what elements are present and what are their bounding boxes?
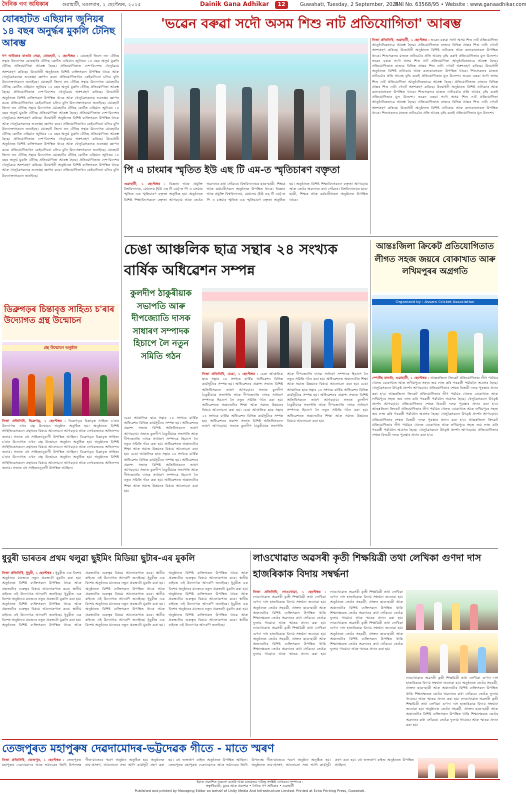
literature-headline-box <box>2 304 119 340</box>
tennis-body-box <box>2 54 119 302</box>
cricket-body <box>372 376 498 438</box>
photo-person <box>12 378 19 416</box>
literature-photo <box>2 342 119 416</box>
paper-logo: দৈনিক গণ অধিকাৰ <box>2 1 49 8</box>
farewell-body <box>253 590 403 658</box>
dhubri-headline-box <box>2 551 248 569</box>
photo-person <box>190 88 200 160</box>
shishu-body <box>372 38 498 116</box>
photo-person <box>214 322 223 368</box>
memorial-body <box>124 182 368 203</box>
photo-person <box>28 374 35 416</box>
photo-person <box>420 329 429 373</box>
farewell-body-box-right <box>406 676 498 737</box>
memorial-headline-box <box>124 162 368 180</box>
column-rule <box>370 240 371 546</box>
union-body-box-left <box>124 416 198 546</box>
farewell-photo-2 <box>406 633 498 673</box>
memorial-dateline: গুৱাহাটী, ১ ছেপ্টেম্বৰ : <box>124 182 166 186</box>
photo-person <box>468 764 475 778</box>
photo-person <box>324 319 333 368</box>
column-rule <box>250 551 251 737</box>
photo-person <box>460 645 468 673</box>
union-headline: চেঙা আঞ্চলিক ছাত্ৰ সন্থাৰ ২৪ সংখ্যক বাৰ্ষিক অধিৱেশন সম্পন্ন <box>124 242 338 279</box>
paper-name: Dainik Gana Adhikar <box>200 1 270 8</box>
shishu-text: ভৱেন বৰুৱা সদৌ অসম শিশু নাট প্ৰতিযোগিতা আনুষ্ঠানিকভাৱে আৰম্ভ হৈছে। প্ৰতিযোগিতাত ৰাজ্যৰ বিভিন্ন প্ৰান্তৰ শিশু নাট্য গোটে অংশগ্ৰহণ কৰিছে। উদ্বোধনী অনুষ্ঠানত বিশিষ্ট নাট্যকাৰ আৰু কলাকাৰসকল উপস্থিত থাকে। শিশুসকলৰ মাজত নাট্যচৰ্চাৰ প্ৰতি আগ্ৰহ বৃদ্ধি কৰাই প্ৰতিযোগিতাৰ মূল উদ্দেশ্য। <box>372 38 498 58</box>
tennis-dateline: গণ অধিকাৰ বাতৰি সেৱা, যোৰহাট, ১ ছেপ্টেম্বৰ : <box>2 54 79 58</box>
farewell-body-box <box>253 590 403 737</box>
dhubri-text-cont2: ধুবুৰীত এক বিশেষ অনুষ্ঠানৰ মাজেৰে নতুন প্ৰকল্পটো মুকলি কৰা হয়। অনুষ্ঠানত বিশিষ্ট ব্যক্তিসকল উপস্থিত থাকে আৰু প্ৰকল্পটোৰ গুৰুত্বৰ বিষয়ে আলোকপাত কৰে। স্থানীয় ৰাইজে এই উদ্যোগক আদৰণি জনাইছে। <box>2 571 165 628</box>
cricket-photo <box>372 295 498 373</box>
tezpur-headline-box <box>2 741 498 757</box>
website-line: RNI No. 63568/95 • Website : www.ganaadhikar.com <box>395 2 526 8</box>
date-assamese: গুৱাহাটী, মঙলবাৰ, ২ ছেপ্টেম্বৰ, ২০২৫ <box>62 2 142 8</box>
memorial-text: বিজ্ঞান আৰু প্ৰযুক্তি বিশ্ববিদ্যালয়, মেঘালয় (ইউ এছ টি এম)-ত পি এ চাংমাৰ স্মৃতিত এক স্মৃতিচাৰণ বক্তৃতা অনুষ্ঠিত হয়। অনুষ্ঠানত বিশিষ্ট শিক্ষাবিদসকলে বক্তৃতা আগবঢ়ায় আৰু তেওঁৰ অৱদানৰ কথা সোঁৱৰে। বিশ্ববিদ্যালয়ৰ ছাত্ৰ-ছাত্ৰী, শিক্ষক আৰু কৰ্মচাৰীসকল অনুষ্ঠানত উপস্থিত থাকে। <box>124 182 286 202</box>
section-rule <box>124 236 498 237</box>
masthead <box>0 0 526 11</box>
footer-line-3: Published and printed by Managing Editor on behalf of Unity Media And Infrastructure Limited. Printed at Echo Printing Press, Guwahati. <box>134 788 366 793</box>
dhubri-text-cont7: ধুবুৰীত এক বিশেষ অনুষ্ঠানৰ মাজেৰে নতুন প্ৰকল্পটো মুকলি কৰা হয়। অনুষ্ঠানত বিশিষ্ট ব্যক্তিসকল উপস্থিত থাকে আৰু প্ৰকল্পটোৰ গুৰুত্বৰ বিষয়ে আলোকপাত কৰে। স্থানীয় ৰাইজে এই উদ্যোগক আদৰণি জনাইছে। <box>168 602 248 628</box>
dhubri-text-cont5: ধুবুৰীত এক বিশেষ অনুষ্ঠানৰ মাজেৰে নতুন প্ৰকল্পটো মুকলি কৰা হয়। অনুষ্ঠানত বিশিষ্ট ব্যক্তিসকল উপস্থিত থাকে আৰু প্ৰকল্পটোৰ গুৰুত্বৰ বিষয়ে আলোকপাত কৰে। স্থানীয় ৰাইজে এই উদ্যোগক আদৰণি জনাইছে। <box>85 571 248 628</box>
page-footer <box>0 779 500 794</box>
literature-body <box>2 419 119 471</box>
tennis-text-cont2: যোৰহাট জিলা লন টেনিছ সন্থাৰ উদ্যোগত যোৰহাটৰ টেনিছ কোৰ্টত এছিয়ান জুনিয়ৰ ১৪ বছৰ অনুৰ্দ্ধ মুকলি টেনিছ প্ৰতিযোগিতা আৰম্ভ হৈছে। প্ৰতিযোগিতাত দেশ-বিদেশৰ খেলুৱৈয়ে অংশগ্ৰহণ কৰিছে। উদ্বোধনী অনুষ্ঠানত বিশিষ্ট ব্যক্তিসকল উপস্থিত থাকে আৰু খেলুৱৈসকলক শুভেচ্ছা জ্ঞাপন কৰে। প্ৰতিযোগিতাখন কেইবাদিনো চলিব বুলি উদ্যোক্তাসকলে জনাইছে। <box>2 100 119 131</box>
union-text: চেঙা আঞ্চলিক ছাত্ৰ সন্থাৰ ২৪ সংখ্যক বাৰ্ষিক অধিৱেশন বিভিন্ন কাৰ্যসূচীৰে সম্পন্ন হয়। অধিৱেশনৰ প্ৰকাশ্য সভাত বিশিষ্ট অতিথিসকলে ভাষণ আগবঢ়ায়। সভাত কুলদীপ ঠাকুৰীয়াক সভাপতি আৰু দীপজ্যোতি দাসক সাধাৰণ সম্পাদক হিচাপে লৈ নতুন সমিতি গঠন কৰা হয়। অধিৱেশনত অঞ্চলটোৰ শিক্ষা আৰু সমাজ উন্নয়নৰ বিষয়ে আলোচনা কৰা হয়। <box>202 372 283 413</box>
union-body-left <box>124 416 198 494</box>
photo-person <box>392 333 401 373</box>
footer-line-2: স্বত্বাধিকাৰী, মুদ্ৰক আৰু প্ৰকাশক • দৈনিক গণ অধিকাৰ • গুৱাহাটী <box>205 784 295 789</box>
memorial-body-box <box>124 182 368 234</box>
photo-person <box>138 90 148 160</box>
shishu-headline: 'ভৱেন বৰুৱা সদৌ অসম শিশু নাট প্ৰতিযোগিতা' আৰম্ভ <box>160 16 462 32</box>
page-number-badge: 12 <box>275 1 288 9</box>
farewell-dateline: নিজা প্ৰতিনিধি, লাওখোৱা, ১ ছেপ্টেম্বৰ : <box>253 590 326 594</box>
memorial-headline: পি এ চাংমাৰ স্মৃতিত ইউ এছ টি এম-ত স্মৃতিচাৰণ বক্তৃতা <box>124 165 340 176</box>
photo-person <box>320 86 330 160</box>
tezpur-body <box>2 758 414 768</box>
photo-person <box>474 333 483 373</box>
literature-headline: ডিব্ৰুগড়ৰ চিন্তাবৃত্ত সাহিত্য চ'ৰাৰ উদ্যোগত গ্ৰন্থ উন্মোচন <box>4 305 115 326</box>
photo-person <box>470 604 478 630</box>
dhubri-text-cont4: ধুবুৰীত এক বিশেষ অনুষ্ঠানৰ মাজেৰে নতুন প্ৰকল্পটো মুকলি কৰা হয়। অনুষ্ঠানত বিশিষ্ট ব্যক্তিসকল উপস্থিত থাকে আৰু প্ৰকল্পটোৰ গুৰুত্বৰ বিষয়ে আলোকপাত কৰে। স্থানীয় ৰাইজে এই উদ্যোগক আদৰণি জনাইছে। <box>85 597 165 622</box>
tennis-text-cont3: যোৰহাট জিলা লন টেনিছ সন্থাৰ উদ্যোগত যোৰহাটৰ টেনিছ কোৰ্টত এছিয়ান জুনিয়ৰ ১৪ বছৰ অনুৰ্দ্ধ মুকলি টেনিছ প্ৰতিযোগিতা আৰম্ভ হৈছে। প্ৰতিযোগিতাত দেশ-বিদেশৰ খেলুৱৈয়ে অংশগ্ৰহণ কৰিছে। উদ্বোধনী অনুষ্ঠানত বিশিষ্ট ব্যক্তিসকল উপস্থিত থাকে আৰু খেলুৱৈসকলক শুভেচ্ছা জ্ঞাপন কৰে। প্ৰতিযোগিতাখন কেইবাদিনো চলিব বুলি উদ্যোক্তাসকলে জনাইছে। <box>2 126 119 152</box>
photo-person <box>164 86 174 160</box>
photo-person <box>440 644 448 673</box>
column-rule <box>370 38 371 234</box>
literature-dateline: নিজা প্ৰতিনিধি, ডিব্ৰুগড়, ১ ছেপ্টেম্বৰ : <box>2 419 66 423</box>
tezpur-body-box <box>2 758 414 778</box>
farewell-text-right-cont: লাওখোৱাত অৱসৰী কৃতী শিক্ষয়িত্ৰী তথা লেখিকা গুণদা দাস হাজৰিকাক বিদায় সম্বৰ্দ্ধনা জনোৱা হয়। অনুষ্ঠানত তেওঁৰ সহকৰ্মী, প্ৰাক্তন ছাত্ৰ-ছাত্ৰী আৰু অঞ্চলটোৰ বিশিষ্ট ব্যক্তিসকল উপস্থিত থাকি শিক্ষাক্ষেত্ৰত তেওঁৰ অৱদানৰ কথা সোঁৱৰে। তেওঁক ফুলাম গামোচা আৰু স্মাৰক প্ৰদান কৰা হয়। <box>406 696 498 727</box>
cricket-headline-box <box>372 240 498 292</box>
tennis-text: যোৰহাট জিলা লন টেনিছ সন্থাৰ উদ্যোগত যোৰহাটৰ টেনিছ কোৰ্টত এছিয়ান জুনিয়ৰ ১৪ বছৰ অনুৰ্দ্ধ মুকলি টেনিছ প্ৰতিযোগিতা আৰম্ভ হৈছে। প্ৰতিযোগিতাত দেশ-বিদেশৰ খেলুৱৈয়ে অংশগ্ৰহণ কৰিছে। উদ্বোধনী অনুষ্ঠানত বিশিষ্ট ব্যক্তিসকল উপস্থিত থাকে আৰু খেলুৱৈসকলক শুভেচ্ছা জ্ঞাপন কৰে। প্ৰতিযোগিতাখন কেইবাদিনো চলিব বুলি উদ্যোক্তাসকলে জনাইছে। <box>2 54 119 85</box>
section-rule <box>2 548 498 549</box>
dhubri-headline: ধুবুৰী ভাৰতৰ প্ৰথম থলুৱা ছুইমিং মিডিয়া ছুটাৰ-এৰ মুকলি <box>2 554 195 564</box>
footer-line-1: ইয়াত প্ৰকাশিত সকলো বাতৰি আৰু মতামতৰ দায়িত্ব সংশ্লিষ্ট লেখকৰ। সম্পাদক : <box>196 780 304 784</box>
tennis-text-cont: যোৰহাট জিলা লন টেনিছ সন্থাৰ উদ্যোগত যোৰহাটৰ টেনিছ কোৰ্টত এছিয়ান জুনিয়ৰ ১৪ বছৰ অনুৰ্দ্ধ মুকলি টেনিছ প্ৰতিযোগিতা আৰম্ভ হৈছে। প্ৰতিযোগিতাত দেশ-বিদেশৰ খেলুৱৈয়ে অংশগ্ৰহণ কৰিছে। উদ্বোধনী অনুষ্ঠানত বিশিষ্ট ব্যক্তিসকল উপস্থিত থাকে আৰু খেলুৱৈসকলক শুভেচ্ছা জ্ঞাপন কৰে। প্ৰতিযোগিতাখন কেইবাদিনো চলিব বুলি উদ্যোক্তাসকলে জনাইছে। <box>2 80 119 105</box>
shishu-photo <box>124 38 368 160</box>
cricket-photo-banner: Organized by : Assam Cricket Association <box>372 299 498 305</box>
union-text-left-cont: চেঙা আঞ্চলিক ছাত্ৰ সন্থাৰ ২৪ সংখ্যক বাৰ্ষিক অধিৱেশন বিভিন্ন কাৰ্যসূচীৰে সম্পন্ন হয়। অধিৱেশনৰ প্ৰকাশ্য সভাত বিশিষ্ট অতিথিসকলে ভাষণ আগবঢ়ায়। সভাত কুলদীপ ঠাকুৰীয়াক সভাপতি আৰু দীপজ্যোতি দাসক সাধাৰণ সম্পাদক হিচাপে লৈ নতুন সমিতি গঠন কৰা হয়। অধিৱেশনত অঞ্চলটোৰ শিক্ষা আৰু সমাজ উন্নয়নৰ বিষয়ে আলোচনা কৰা হয়। <box>124 452 198 493</box>
photo-person <box>294 89 304 160</box>
farewell-headline: লাওখোৱাত অৱসৰী কৃতী শিক্ষয়িত্ৰী তথা লেখিকা গুণদা দাস হাজৰিকাক বিদায় সম্বৰ্দ্ধনা <box>253 553 482 580</box>
shishu-headline-box <box>124 14 498 36</box>
section-rule <box>2 739 498 740</box>
farewell-text-cont2: লাওখোৱাত অৱসৰী কৃতী শিক্ষয়িত্ৰী তথা লেখিকা গুণদা দাস হাজৰিকাক বিদায় সম্বৰ্দ্ধনা জনোৱা হয়। অনুষ্ঠানত তেওঁৰ সহকৰ্মী, প্ৰাক্তন ছাত্ৰ-ছাত্ৰী আৰু অঞ্চলটোৰ বিশিষ্ট ব্যক্তিসকল উপস্থিত থাকি শিক্ষাক্ষেত্ৰত তেওঁৰ অৱদানৰ কথা সোঁৱৰে। তেওঁক ফুলাম গামোচা আৰু স্মাৰক প্ৰদান কৰা হয়। <box>330 590 403 621</box>
photo-person <box>280 316 289 368</box>
literature-text: ডিব্ৰুগড়ৰ চিন্তাবৃত্ত সাহিত্য চ'ৰাৰ উদ্যোগত এখন গ্ৰন্থ উন্মোচন অনুষ্ঠান অনুষ্ঠিত হয়। অনুষ্ঠানত বিশিষ্ট সাহিত্যিকসকলে গ্ৰন্থখনৰ বিষয়ে আলোচনা আগবঢ়ায় আৰু লেখকজনক অভিনন্দন জনায়। সভাত বহু সাহিত্যানুৰাগী উপস্থিত আছিল। <box>2 419 119 439</box>
photo-person <box>346 90 356 160</box>
union-text-left: চেঙা আঞ্চলিক ছাত্ৰ সন্থাৰ ২৪ সংখ্যক বাৰ্ষিক অধিৱেশন বিভিন্ন কাৰ্যসূচীৰে সম্পন্ন হয়। অধিৱেশনৰ প্ৰকাশ্য সভাত বিশিষ্ট অতিথিসকলে ভাষণ আগবঢ়ায়। সভাত কুলদীপ ঠাকুৰীয়াক সভাপতি আৰু দীপজ্যোতি দাসক সাধাৰণ সম্পাদক হিচাপে লৈ নতুন সমিতি গঠন কৰা হয়। অধিৱেশনত অঞ্চলটোৰ শিক্ষা আৰু সমাজ উন্নয়নৰ বিষয়ে আলোচনা কৰা হয়। <box>124 416 198 457</box>
tennis-text-cont4: যোৰহাট জিলা লন টেনিছ সন্থাৰ উদ্যোগত যোৰহাটৰ টেনিছ কোৰ্টত এছিয়ান জুনিয়ৰ ১৪ বছৰ অনুৰ্দ্ধ মুকলি টেনিছ প্ৰতিযোগিতা আৰম্ভ হৈছে। প্ৰতিযোগিতাত দেশ-বিদেশৰ খেলুৱৈয়ে অংশগ্ৰহণ কৰিছে। উদ্বোধনী অনুষ্ঠানত বিশিষ্ট ব্যক্তিসকল উপস্থিত থাকে আৰু খেলুৱৈসকলক শুভেচ্ছা জ্ঞাপন কৰে। প্ৰতিযোগিতাখন কেইবাদিনো চলিব বুলি উদ্যোক্তাসকলে জনাইছে। <box>2 147 119 178</box>
tezpur-dateline: নিজা প্ৰতিনিধি, তেজপুৰ, ১ ছেপ্টেম্বৰ : <box>2 758 65 762</box>
dhubri-body-box <box>2 571 248 737</box>
farewell-photo-1 <box>406 590 498 630</box>
shishu-text-cont: ভৱেন বৰুৱা সদৌ অসম শিশু নাট প্ৰতিযোগিতা আনুষ্ঠানিকভাৱে আৰম্ভ হৈছে। প্ৰতিযোগিতাত ৰাজ্যৰ বিভিন্ন প্ৰান্তৰ শিশু নাট্য গোটে অংশগ্ৰহণ কৰিছে। উদ্বোধনী অনুষ্ঠানত বিশিষ্ট নাট্যকাৰ আৰু কলাকাৰসকল উপস্থিত থাকে। শিশুসকলৰ মাজত নাট্যচৰ্চাৰ প্ৰতি আগ্ৰহ বৃদ্ধি কৰাই প্ৰতিযোগিতাৰ মূল উদ্দেশ্য। <box>372 58 498 79</box>
tezpur-text-cont: তেজপুৰত মহাপুৰুষ দেৱদামোদৰ আৰু ভট্টদেৱৰ তিথি উপলক্ষে গীত-মাতেৰে স্মৰণ অনুষ্ঠান অনুষ্ঠিত হয়। অনুষ্ঠানত নাম-প্ৰসংগ, আলোচনা সভা আদি কাৰ্যসূচী গ্ৰহণ কৰা হয়। বহু ভক্তপ্ৰাণ ৰাইজ অনুষ্ঠানত উপস্থিত আছিল। <box>168 758 414 768</box>
shishu-text-cont2: ভৱেন বৰুৱা সদৌ অসম শিশু নাট প্ৰতিযোগিতা আনুষ্ঠানিকভাৱে আৰম্ভ হৈছে। প্ৰতিযোগিতাত ৰাজ্যৰ বিভিন্ন প্ৰান্তৰ শিশু নাট্য গোটে অংশগ্ৰহণ কৰিছে। উদ্বোধনী অনুষ্ঠানত বিশিষ্ট নাট্যকাৰ আৰু কলাকাৰসকল উপস্থিত থাকে। শিশুসকলৰ মাজত নাট্যচৰ্চাৰ প্ৰতি আগ্ৰহ বৃদ্ধি কৰাই প্ৰতিযোগিতাৰ মূল উদ্দেশ্য। <box>372 74 498 100</box>
tezpur-photo <box>418 758 498 778</box>
shishu-body-box <box>372 38 498 234</box>
tennis-body <box>2 54 119 179</box>
union-text-cont2: চেঙা আঞ্চলিক ছাত্ৰ সন্থাৰ ২৪ সংখ্যক বাৰ্ষিক অধিৱেশন বিভিন্ন কাৰ্যসূচীৰে সম্পন্ন হয়। অধিৱেশনৰ প্ৰকাশ্য সভাত বিশিষ্ট অতিথিসকলে ভাষণ আগবঢ়ায়। সভাত কুলদীপ ঠাকুৰীয়াক সভাপতি আৰু দীপজ্যোতি দাসক সাধাৰণ সম্পাদক হিচাপে লৈ নতুন সমিতি গঠন কৰা হয়। অধিৱেশনত অঞ্চলটোৰ শিক্ষা আৰু সমাজ উন্নয়নৰ বিষয়ে আলোচনা কৰা হয়। <box>287 382 368 423</box>
union-headline-box <box>124 240 368 284</box>
literature-body-box <box>2 419 119 545</box>
cricket-text-cont: আন্তঃজিলা ক্ৰিকেট প্ৰতিযোগিতাৰ লীগ পৰ্যায়ৰ খেলত বোকাখাত আৰু লখিমপুৰে সহজ জয় লাভ কৰি পৰৱৰ্তী পৰ্যায়লৈ অগ্ৰসৰ হৈছে। খেলুৱৈসকলে উৎকৃষ্ট প্ৰদৰ্শন আগবঢ়ায়। প্ৰতিযোগিতাৰ শেষত বিজয়ী দলক পুৰস্কাৰ প্ৰদান কৰা হ'ব। <box>372 391 498 407</box>
photo-person <box>448 331 457 373</box>
dhubri-body <box>2 571 248 628</box>
shishu-dateline: নিজা প্ৰতিনিধি, গুৱাহাটী, ১ ছেপ্টেম্বৰ : <box>372 38 430 42</box>
column-rule <box>121 13 122 546</box>
photo-person <box>302 321 311 368</box>
farewell-text-cont: লাওখোৱাত অৱসৰী কৃতী শিক্ষয়িত্ৰী তথা লেখিকা গুণদা দাস হাজৰিকাক বিদায় সম্বৰ্দ্ধনা জনোৱা হয়। অনুষ্ঠানত তেওঁৰ সহকৰ্মী, প্ৰাক্তন ছাত্ৰ-ছাত্ৰী আৰু অঞ্চলটোৰ বিশিষ্ট ব্যক্তিসকল উপস্থিত থাকি শিক্ষাক্ষেত্ৰত তেওঁৰ অৱদানৰ কথা সোঁৱৰে। তেওঁক ফুলাম গামোচা আৰু স্মাৰক প্ৰদান কৰা হয়। <box>253 626 326 657</box>
photo-stage-banner <box>202 292 368 301</box>
cricket-headline: আন্তঃজিলা ক্ৰিকেট প্ৰতিযোগিতাত লীগত সহজ জয়ৰে বোকাখাত আৰু লখিমপুৰৰ অগ্ৰগতি <box>374 242 496 277</box>
photo-person <box>258 320 267 368</box>
union-subhead-box <box>124 288 198 412</box>
cricket-text-cont3: আন্তঃজিলা ক্ৰিকেট প্ৰতিযোগিতাৰ লীগ পৰ্যায়ৰ খেলত বোকাখাত আৰু লখিমপুৰে সহজ জয় লাভ কৰি পৰৱৰ্তী পৰ্যায়লৈ অগ্ৰসৰ হৈছে। খেলুৱৈসকলে উৎকৃষ্ট প্ৰদৰ্শন আগবঢ়ায়। প্ৰতিযোগিতাৰ শেষত বিজয়ী দলক পুৰস্কাৰ প্ৰদান কৰা হ'ব। <box>372 417 498 438</box>
photo-person <box>428 764 435 778</box>
photo-person <box>236 318 245 368</box>
union-photo <box>202 288 368 368</box>
farewell-text: লাওখোৱাত অৱসৰী কৃতী শিক্ষয়িত্ৰী তথা লেখিকা গুণদা দাস হাজৰিকাক বিদায় সম্বৰ্দ্ধনা জনোৱা হয়। অনুষ্ঠানত তেওঁৰ সহকৰ্মী, প্ৰাক্তন ছাত্ৰ-ছাত্ৰী আৰু অঞ্চলটোৰ বিশিষ্ট ব্যক্তিসকল উপস্থিত থাকি শিক্ষাক্ষেত্ৰত তেওঁৰ অৱদানৰ কথা সোঁৱৰে। তেওঁক ফুলাম গামোচা আৰু স্মাৰক প্ৰদান কৰা হয়। <box>253 595 326 626</box>
farewell-text-right: লাওখোৱাত অৱসৰী কৃতী শিক্ষয়িত্ৰী তথা লেখিকা গুণদা দাস হাজৰিকাক বিদায় সম্বৰ্দ্ধনা জনোৱা হয়। অনুষ্ঠানত তেওঁৰ সহকৰ্মী, প্ৰাক্তন ছাত্ৰ-ছাত্ৰী আৰু অঞ্চলটোৰ বিশিষ্ট ব্যক্তিসকল উপস্থিত থাকি শিক্ষাক্ষেত্ৰত তেওঁৰ অৱদানৰ কথা সোঁৱৰে। তেওঁক ফুলাম গামোচা আৰু স্মাৰক প্ৰদান কৰা হয়। <box>406 676 498 701</box>
date-english: Guwahati, Tuesday, 2 September, 2025 <box>300 2 399 8</box>
photo-person <box>420 646 428 673</box>
dhubri-dateline: নিজা প্ৰতিনিধি, ধুবুৰী, ১ ছেপ্টেম্বৰ : <box>2 571 55 575</box>
photo-person <box>100 375 107 416</box>
union-text-cont: চেঙা আঞ্চলিক ছাত্ৰ সন্থাৰ ২৪ সংখ্যক বাৰ্ষিক অধিৱেশন বিভিন্ন কাৰ্যসূচীৰে সম্পন্ন হয়। অধিৱেশনৰ প্ৰকাশ্য সভাত বিশিষ্ট অতিথিসকলে ভাষণ আগবঢ়ায়। সভাত কুলদীপ ঠাকুৰীয়াক সভাপতি আৰু দীপজ্যোতি দাসক সাধাৰণ সম্পাদক হিচাপে লৈ নতুন সমিতি গঠন কৰা হয়। অধিৱেশনত অঞ্চলটোৰ শিক্ষা আৰু সমাজ উন্নয়নৰ বিষয়ে আলোচনা কৰা হয়। <box>202 372 368 429</box>
tennis-headline-box <box>2 14 119 52</box>
literature-photo-banner: গ্ৰন্থ উন্মোচন অনুষ্ঠান <box>2 345 119 351</box>
memorial-text-cont: বিজ্ঞান আৰু প্ৰযুক্তি বিশ্ববিদ্যালয়, মেঘালয় (ইউ এছ টি এম)-ত পি এ চাংমাৰ স্মৃতিত এক স্মৃতিচাৰণ বক্তৃতা অনুষ্ঠিত হয়। অনুষ্ঠানত বিশিষ্ট শিক্ষাবিদসকলে বক্তৃতা আগবঢ়ায় আৰু তেওঁৰ অৱদানৰ কথা সোঁৱৰে। বিশ্ববিদ্যালয়ৰ ছাত্ৰ-ছাত্ৰী, শিক্ষক আৰু কৰ্মচাৰীসকল অনুষ্ঠানত উপস্থিত থাকে। <box>206 182 368 202</box>
photo-person <box>448 763 455 778</box>
union-subhead: কুলদীপ ঠাকুৰীয়াক সভাপতি আৰু দীপজ্যোতি দাসক সাধাৰণ সম্পাদক হিচাপে লৈ নতুন সমিতি গঠন <box>130 289 192 362</box>
farewell-headline-box <box>253 551 498 587</box>
cricket-dateline: স্পোৰ্টছ বাতৰি, গুৱাহাটী, ১ ছেপ্টেম্বৰ : <box>372 376 430 380</box>
photo-person <box>242 87 252 160</box>
cricket-text: আন্তঃজিলা ক্ৰিকেট প্ৰতিযোগিতাৰ লীগ পৰ্যায়ৰ খেলত বোকাখাত আৰু লখিমপুৰে সহজ জয় লাভ কৰি পৰৱৰ্তী পৰ্যায়লৈ অগ্ৰসৰ হৈছে। খেলুৱৈসকলে উৎকৃষ্ট প্ৰদৰ্শন আগবঢ়ায়। প্ৰতিযোগিতাৰ শেষত বিজয়ী দলক পুৰস্কাৰ প্ৰদান কৰা হ'ব। <box>372 376 498 396</box>
photo-person <box>46 376 53 416</box>
dhubri-text-cont3: ধুবুৰীত এক বিশেষ অনুষ্ঠানৰ মাজেৰে নতুন প্ৰকল্পটো মুকলি কৰা হয়। অনুষ্ঠানত বিশিষ্ট ব্যক্তিসকল উপস্থিত থাকে আৰু প্ৰকল্পটোৰ গুৰুত্বৰ বিষয়ে আলোকপাত কৰে। স্থানীয় ৰাইজে এই উদ্যোগক আদৰণি জনাইছে। <box>85 576 165 602</box>
photo-person <box>268 85 278 160</box>
photo-person <box>434 602 442 630</box>
cricket-body-box <box>372 376 498 546</box>
dhubri-text-cont: ধুবুৰীত এক বিশেষ অনুষ্ঠানৰ মাজেৰে নতুন প্ৰকল্পটো মুকলি কৰা হয়। অনুষ্ঠানত বিশিষ্ট ব্যক্তিসকল উপস্থিত থাকে আৰু প্ৰকল্পটোৰ গুৰুত্বৰ বিষয়ে আলোকপাত কৰে। স্থানীয় ৰাইজে এই উদ্যোগক আদৰণি জনাইছে। <box>2 591 82 617</box>
photo-person <box>346 323 355 368</box>
photo-person <box>416 604 424 630</box>
farewell-text-cont3: লাওখোৱাত অৱসৰী কৃতী শিক্ষয়িত্ৰী তথা লেখিকা গুণদা দাস হাজৰিকাক বিদায় সম্বৰ্দ্ধনা জনোৱা হয়। অনুষ্ঠানত তেওঁৰ সহকৰ্মী, প্ৰাক্তন ছাত্ৰ-ছাত্ৰী আৰু অঞ্চলটোৰ বিশিষ্ট ব্যক্তিসকল উপস্থিত থাকি শিক্ষাক্ষেত্ৰত তেওঁৰ অৱদানৰ কথা সোঁৱৰে। তেওঁক ফুলাম গামোচা আৰু স্মাৰক প্ৰদান কৰা হয়। <box>330 621 403 652</box>
union-dateline: নিজা প্ৰতিনিধি, চেঙা, ১ ছেপ্টেম্বৰ : <box>202 372 259 376</box>
union-body <box>202 372 368 429</box>
photo-stage-banner <box>124 44 368 54</box>
literature-text-cont: ডিব্ৰুগড়ৰ চিন্তাবৃত্ত সাহিত্য চ'ৰাৰ উদ্যোগত এখন গ্ৰন্থ উন্মোচন অনুষ্ঠান অনুষ্ঠিত হয়। অনুষ্ঠানত বিশিষ্ট সাহিত্যিকসকলে গ্ৰন্থখনৰ বিষয়ে আলোচনা আগবঢ়ায় আৰু লেখকজনক অভিনন্দন জনায়। সভাত বহু সাহিত্যানুৰাগী উপস্থিত আছিল। <box>2 434 119 455</box>
shishu-text-cont3: ভৱেন বৰুৱা সদৌ অসম শিশু নাট প্ৰতিযোগিতা আনুষ্ঠানিকভাৱে আৰম্ভ হৈছে। প্ৰতিযোগিতাত ৰাজ্যৰ বিভিন্ন প্ৰান্তৰ শিশু নাট্য গোটে অংশগ্ৰহণ কৰিছে। উদ্বোধনী অনুষ্ঠানত বিশিষ্ট নাট্যকাৰ আৰু কলাকাৰসকল উপস্থিত থাকে। শিশুসকলৰ মাজত নাট্যচৰ্চাৰ প্ৰতি আগ্ৰহ বৃদ্ধি কৰাই প্ৰতিযোগিতাৰ মূল উদ্দেশ্য। <box>372 95 498 115</box>
literature-text-cont2: ডিব্ৰুগড়ৰ চিন্তাবৃত্ত সাহিত্য চ'ৰাৰ উদ্যোগত এখন গ্ৰন্থ উন্মোচন অনুষ্ঠান অনুষ্ঠিত হয়। অনুষ্ঠানত বিশিষ্ট সাহিত্যিকসকলে গ্ৰন্থখনৰ বিষয়ে আলোচনা আগবঢ়ায় আৰু লেখকজনক অভিনন্দন জনায়। সভাত বহু সাহিত্যানুৰাগী উপস্থিত আছিল। <box>2 450 119 470</box>
farewell-body-right <box>406 676 498 728</box>
tezpur-headline: তেজপুৰত মহাপুৰুষ দেৱদামোদৰ-ভট্টদেৱক গীতে - মাতে স্মৰণ <box>2 742 275 755</box>
photo-person <box>452 603 460 630</box>
union-body-box <box>202 372 368 546</box>
photo-person <box>478 647 486 673</box>
dhubri-text: ধুবুৰীত এক বিশেষ অনুষ্ঠানৰ মাজেৰে নতুন প্ৰকল্পটো মুকলি কৰা হয়। অনুষ্ঠানত বিশিষ্ট ব্যক্তিসকল উপস্থিত থাকে আৰু প্ৰকল্পটোৰ গুৰুত্বৰ বিষয়ে আলোকপাত কৰে। স্থানীয় ৰাইজে এই উদ্যোগক আদৰণি জনাইছে। <box>2 571 82 596</box>
cricket-text-cont2: আন্তঃজিলা ক্ৰিকেট প্ৰতিযোগিতাৰ লীগ পৰ্যায়ৰ খেলত বোকাখাত আৰু লখিমপুৰে সহজ জয় লাভ কৰি পৰৱৰ্তী পৰ্যায়লৈ অগ্ৰসৰ হৈছে। খেলুৱৈসকলে উৎকৃষ্ট প্ৰদৰ্শন আগবঢ়ায়। প্ৰতিযোগিতাৰ শেষত বিজয়ী দলক পুৰস্কাৰ প্ৰদান কৰা হ'ব। <box>372 407 498 422</box>
tennis-headline: যোৰহাটত এছিয়ান জুনিয়ৰ ১৪ বছৰ অনুৰ্দ্ধৰ মুকলি টেনিছ আৰম্ভ <box>2 14 116 49</box>
photo-person <box>82 377 89 416</box>
photo-person <box>64 372 71 416</box>
dhubri-text-cont6: ধুবুৰীত এক বিশেষ অনুষ্ঠানৰ মাজেৰে নতুন প্ৰকল্পটো মুকলি কৰা হয়। অনুষ্ঠানত বিশিষ্ট ব্যক্তিসকল উপস্থিত থাকে আৰু প্ৰকল্পটোৰ গুৰুত্বৰ বিষয়ে আলোকপাত কৰে। স্থানীয় ৰাইজে এই উদ্যোগক আদৰণি জনাইছে। <box>168 581 248 607</box>
tezpur-text: তেজপুৰত মহাপুৰুষ দেৱদামোদৰ আৰু ভট্টদেৱৰ তিথি উপলক্ষে গীত-মাতেৰে স্মৰণ অনুষ্ঠান অনুষ্ঠিত হয়। অনুষ্ঠানত নাম-প্ৰসংগ, আলোচনা সভা আদি কাৰ্যসূচী গ্ৰহণ কৰা হয়। বহু ভক্তপ্ৰাণ ৰাইজ অনুষ্ঠানত উপস্থিত আছিল। <box>2 758 248 768</box>
photo-person <box>216 84 226 160</box>
